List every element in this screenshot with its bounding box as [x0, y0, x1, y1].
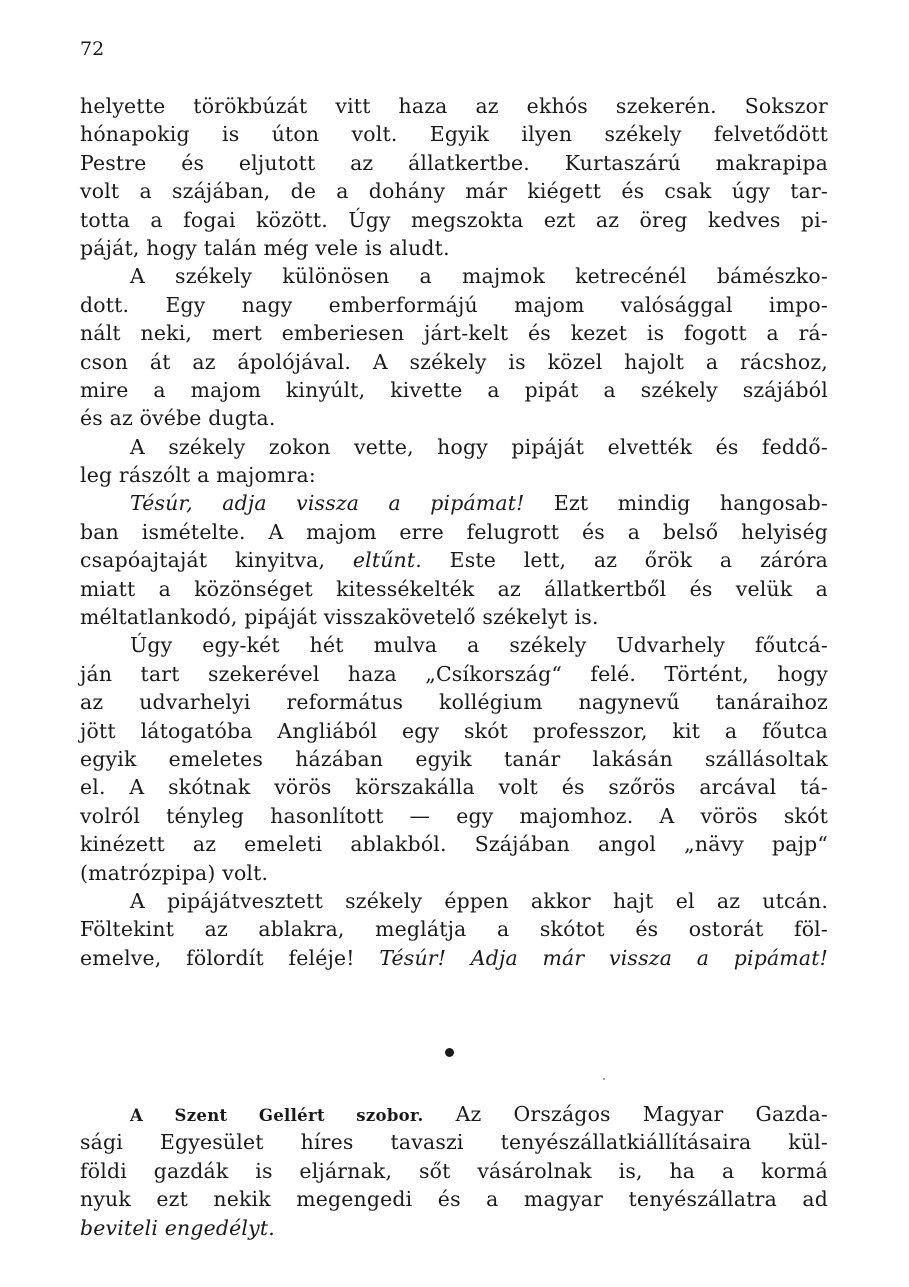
text-line: [80, 1214, 828, 1242]
text-segment: leg rászólt a majomra:: [80, 463, 316, 488]
text-line: [80, 575, 828, 603]
text-line: [80, 660, 828, 688]
text-segment: A székely különösen a majmok ketrecénél bámészko-: [130, 264, 828, 289]
text-line: [80, 433, 828, 461]
italic-text: Tésúr! Adja már vissza a pipámat!: [379, 945, 828, 970]
section-szent-gellert: [80, 1100, 828, 1242]
text-segment: méltatlankodó, pipáját visszakövetelő székelyt is.: [80, 605, 599, 630]
text-line: [80, 149, 828, 177]
text-segment: volról tényleg hasonlított — egy majomhoz. A vörös skót: [80, 803, 828, 828]
section-heading: A Szent Gellért szobor.: [130, 1106, 424, 1125]
text-line: [80, 489, 828, 517]
text-line: [80, 120, 828, 148]
text-segment: sági Egyesület híres tavaszi tenyészállatkiállításaira kül-: [80, 1130, 828, 1155]
page-number: 72: [80, 38, 105, 60]
text-segment: páját, hogy talán még vele is aludt.: [80, 235, 450, 260]
text-segment: (matrózpipa) volt.: [80, 860, 269, 885]
text-line: [80, 944, 828, 972]
text-segment: helyette törökbúzát vitt haza az ekhós szekerén. Sokszor: [80, 94, 828, 118]
text-segment: nált neki, mert emberiesen járt-kelt és kezet is fogott a rá-: [80, 321, 828, 346]
text-segment: Az Országos Magyar Gazda-: [423, 1102, 829, 1126]
text-segment: cson át az ápolójával. A székely is közel hajolt a rácshoz,: [80, 349, 828, 374]
text-segment: nyuk ezt nekik megengedi és a magyar tenyészállatra ad: [80, 1187, 828, 1212]
text-segment: Este lett, az őrök a záróra: [421, 548, 828, 573]
text-segment: és az övébe dugta.: [80, 406, 276, 431]
text-line: [80, 92, 828, 120]
text-segment: Ezt mindig hangosab-: [524, 491, 828, 516]
text-line: [80, 1185, 828, 1213]
text-line: [80, 376, 828, 404]
text-segment: A székely zokon vette, hogy pipáját elvették és feddő-: [130, 434, 828, 459]
text-line: [80, 773, 828, 801]
text-segment: mire a majom kinyúlt, kivette a pipát a székely szájából: [80, 377, 828, 402]
section-separator-dot: [445, 1048, 454, 1057]
italic-text: beviteli engedélyt.: [80, 1215, 275, 1240]
text-segment: az udvarhelyi református kollégium nagynevű tanáraihoz: [80, 690, 828, 715]
text-line: [80, 404, 828, 432]
text-segment: dott. Egy nagy emberformájú majom valósággal impo-: [80, 292, 828, 317]
text-segment: egyik emeletes házában egyik tanár lakásán szállásoltak: [80, 746, 828, 771]
text-line: [80, 546, 828, 574]
text-line: [80, 631, 828, 659]
text-segment: csapóajtaját kinyitva,: [80, 548, 353, 573]
text-segment: totta a fogai között. Úgy megszokta ezt az öreg kedves pi-: [80, 207, 828, 232]
text-line: [80, 915, 828, 943]
text-line: [80, 1128, 828, 1156]
text-segment: kinézett az emeleti ablakból. Szájában angol „nävy pajp“: [80, 832, 828, 857]
text-segment: hónapokig is úton volt. Egyik ilyen székely felvetődött: [80, 122, 828, 147]
text-line: [80, 291, 828, 319]
text-line: [80, 830, 828, 858]
text-line: [80, 262, 828, 290]
text-segment: ban ismételte. A majom erre felugrott és a belső helyiség: [80, 519, 828, 544]
text-segment: Föltekint az ablakra, meglátja a skótot és ostorát föl-: [80, 917, 828, 942]
text-line: [80, 745, 828, 773]
text-line: [80, 887, 828, 915]
text-line: [80, 717, 828, 745]
text-segment: Pestre és eljutott az állatkertbe. Kurtaszárú makrapipa: [80, 150, 828, 175]
text-line: [80, 348, 828, 376]
text-segment: Úgy egy-két hét mulva a székely Udvarhely főutcá-: [130, 633, 828, 658]
italic-text: Tésúr, adja vissza a pipámat!: [130, 491, 525, 516]
text-line: [80, 319, 828, 347]
text-line: [80, 1100, 828, 1128]
text-line: [80, 206, 828, 234]
text-segment: volt a szájában, de a dohány már kiégett és csak úgy tar-: [80, 179, 828, 204]
text-line: [80, 177, 828, 205]
text-line: [80, 859, 828, 887]
text-segment: jött látogatóba Angliából egy skót professzor, kit a főutca: [80, 718, 828, 743]
text-line: [80, 688, 828, 716]
speck: [603, 1078, 605, 1080]
text-line: [80, 234, 828, 262]
text-segment: el. A skótnak vörös körszakálla volt és szőrös arcával tá-: [80, 775, 828, 800]
text-line: [80, 518, 828, 546]
main-body-text: [80, 92, 828, 972]
text-line: [80, 461, 828, 489]
text-segment: miatt a közönséget kitessékelték az állatkertből és velük a: [80, 576, 828, 601]
text-line: [80, 1157, 828, 1185]
italic-text: eltűnt.: [352, 548, 422, 573]
text-line: [80, 603, 828, 631]
text-segment: emelve, fölordít feléje!: [80, 945, 380, 970]
text-segment: földi gazdák is eljárnak, sőt vásárolnak is, ha a kormá: [80, 1158, 828, 1183]
text-segment: A pipájátvesztett székely éppen akkor hajt el az utcán.: [130, 888, 828, 913]
text-segment: ján tart szekerével haza „Csíkország“ felé. Történt, hogy: [80, 661, 828, 686]
text-line: [80, 802, 828, 830]
